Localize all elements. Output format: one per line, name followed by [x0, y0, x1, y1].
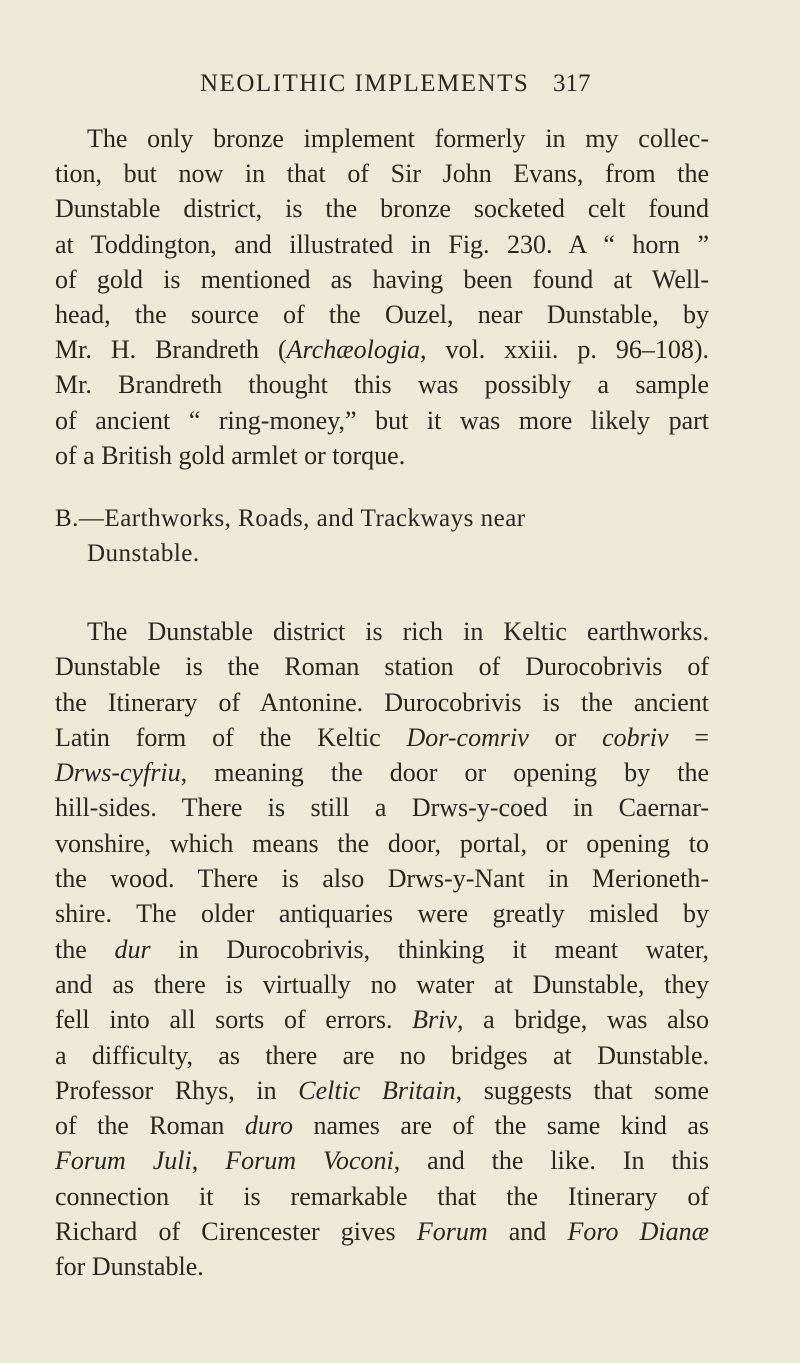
text-line: vonshire, which means the door, portal, or opening to: [55, 828, 709, 858]
section-heading-line: Dunstable.: [87, 540, 200, 567]
text-line: at Toddington, and illustrated in Fig. 230. A “ horn ”: [55, 229, 709, 259]
text-line: Drws-cyfriu, meaning the door or opening by the: [55, 758, 709, 788]
text-line: a difficulty, as there are no bridges at Dunstable.: [55, 1040, 709, 1070]
text-line: tion, but now in that of Sir John Evans, from the: [55, 159, 709, 189]
text-line: head, the source of the Ouzel, near Dunstable, by: [55, 300, 709, 330]
section-heading: [55, 501, 735, 571]
paragraph-bronze-implement: [55, 121, 709, 473]
text-line: shire. The older antiquaries were greatly misled by: [55, 899, 709, 929]
text-line: of ancient “ ring-money,” but it was more likely part: [55, 405, 709, 435]
journal-title: Archæologia: [286, 335, 421, 365]
text-line: the wood. There is also Drws-y-Nant in Merioneth-: [55, 864, 709, 894]
text-line: fell into all sorts of errors. Briv, a bridge, was also: [55, 1005, 709, 1035]
running-title: NEOLITHIC IMPLEMENTS: [200, 70, 530, 97]
text-line: of the Roman duro names are of the same kind as: [55, 1111, 709, 1141]
text-line: Richard of Cirencester gives Forum and Foro Dianæ: [55, 1217, 709, 1247]
text-line: The Dunstable district is rich in Keltic earthworks.: [87, 617, 709, 646]
text-line: The only bronze implement formerly in my collec-: [87, 124, 709, 153]
page-header: [0, 70, 800, 110]
section-heading-line: B.—Earthworks, Roads, and Trackways near: [55, 505, 526, 532]
text-line: connection it is remarkable that the Itinerary of: [55, 1181, 709, 1211]
page-number: 317: [553, 70, 591, 97]
text-line: Mr. H. Brandreth (Archæologia, vol. xxiii. p. 96–108).: [55, 335, 709, 365]
text-line: and as there is virtually no water at Dunstable, they: [55, 969, 709, 999]
text-line: Forum Juli, Forum Voconi, and the like. In this: [55, 1146, 710, 1176]
text-line: of a British gold armlet or torque.: [55, 440, 406, 470]
text-line: Mr. Brandreth thought this was possibly a sample: [55, 370, 709, 400]
text-line: Dunstable district, is the bronze socketed celt found: [55, 194, 709, 224]
paragraph-keltic-earthworks: [55, 614, 709, 1285]
text-line: the Itinerary of Antonine. Durocobrivis is the ancient: [55, 687, 709, 717]
text-line: Professor Rhys, in Celtic Britain, suggests that some: [55, 1075, 709, 1105]
text-line: of gold is mentioned as having been found at Well-: [55, 264, 709, 294]
text-line: for Dunstable.: [55, 1252, 204, 1282]
text-line: Dunstable is the Roman station of Durocobrivis of: [55, 652, 709, 682]
text-line: hill-sides. There is still a Drws-y-coed in Caernar-: [55, 793, 709, 823]
text-line: Latin form of the Keltic Dor-comriv or cobriv =: [55, 722, 709, 752]
text-line: the dur in Durocobrivis, thinking it meant water,: [55, 934, 710, 964]
